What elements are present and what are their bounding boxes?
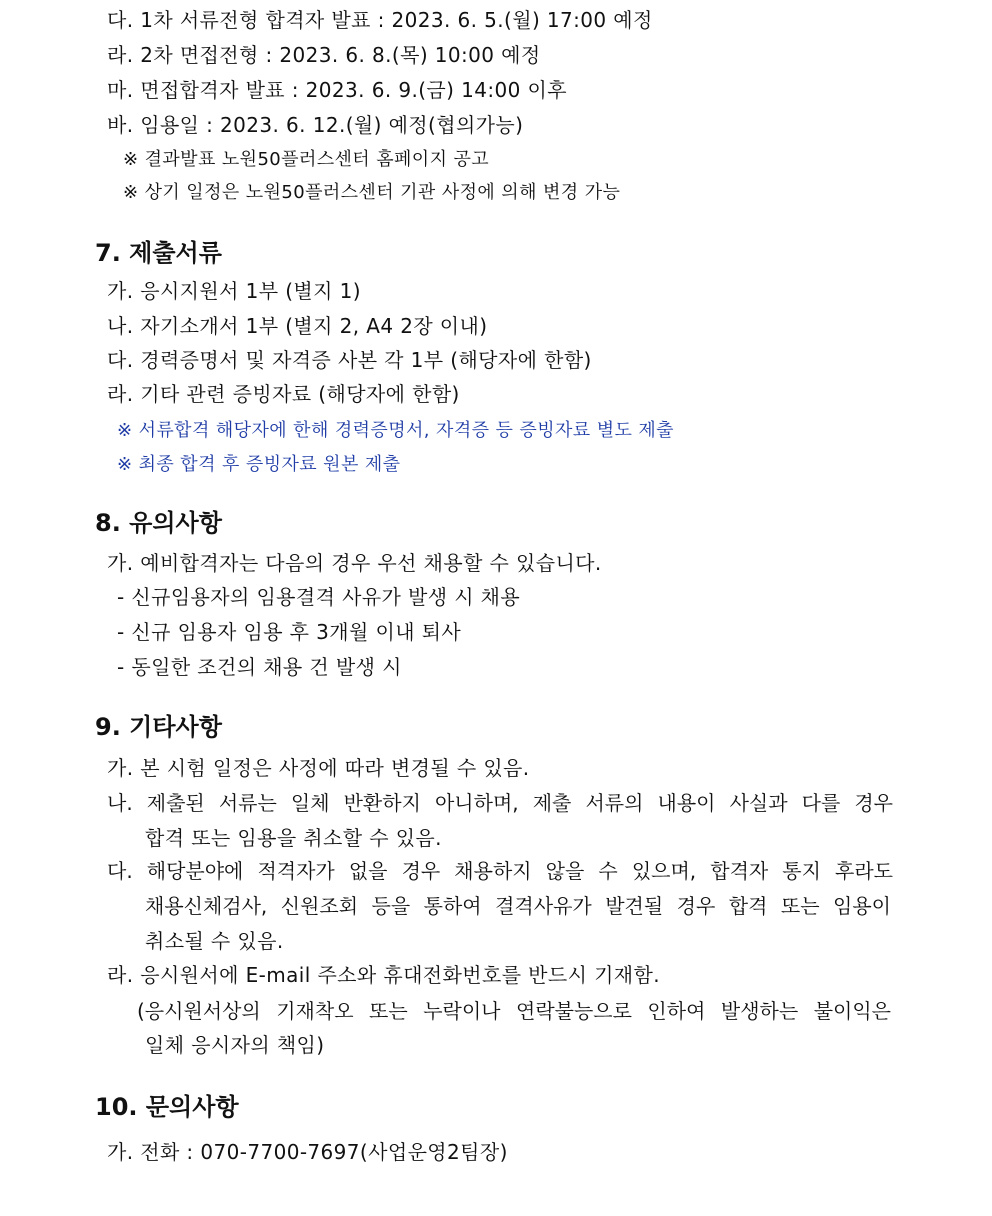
section-7-item-1: 가. 응시지원서 1부 (별지 1) [107,279,361,303]
section-9-title: 9. 기타사항 [95,713,222,741]
section-9-line-1: 가. 본 시험 일정은 사정에 따라 변경될 수 있음. [107,756,530,780]
section-7-item-4: 라. 기타 관련 증빙자료 (해당자에 한함) [107,382,460,406]
section-9-line-3: 합격 또는 임용을 취소할 수 있음. [145,826,442,850]
schedule-line-4: 바. 임용일 : 2023. 6. 12.(월) 예정(협의가능) [107,113,524,137]
section-7-item-3: 다. 경력증명서 및 자격증 사본 각 1부 (해당자에 한함) [107,348,592,372]
section-7-note-2: ※ 최종 합격 후 증빙자료 원본 제출 [117,454,401,475]
section-7-note-1: ※ 서류합격 해당자에 한해 경력증명서, 자격증 등 증빙자료 별도 제출 [117,420,674,441]
schedule-line-2: 라. 2차 면접전형 : 2023. 6. 8.(목) 10:00 예정 [107,43,541,67]
section-9-line-4: 다. 해당분야에 적격자가 없을 경우 채용하지 않을 수 있으며, 합격자 통지 후라도 [107,859,893,883]
section-7-item-2: 나. 자기소개서 1부 (별지 2, A4 2장 이내) [107,314,488,338]
section-9-line-9: 일체 응시자의 책임) [145,1033,325,1057]
schedule-note-1: ※ 결과발표 노원50플러스센터 홈페이지 공고 [123,149,490,170]
section-8-title: 8. 유의사항 [95,509,222,537]
section-8-intro: 가. 예비합격자는 다음의 경우 우선 채용할 수 있습니다. [107,551,602,575]
section-8-item-3: - 동일한 조건의 채용 건 발생 시 [117,655,402,679]
section-10-item-1: 가. 전화 : 070-7700-7697(사업운영2팀장) [107,1140,508,1164]
section-9-line-7: 라. 응시원서에 E-mail 주소와 휴대전화번호를 반드시 기재함. [107,963,661,987]
section-7-title: 7. 제출서류 [95,239,222,267]
section-9-line-5: 채용신체검사, 신원조회 등을 통하여 결격사유가 발견될 경우 합격 또는 임용이 [145,894,891,918]
section-8-item-1: - 신규임용자의 임용결격 사유가 발생 시 채용 [117,585,521,609]
section-9-line-8: (응시원서상의 기재착오 또는 누락이나 연락불능으로 인하여 발생하는 불이익은 [137,999,891,1023]
schedule-note-2: ※ 상기 일정은 노원50플러스센터 기관 사정에 의해 변경 가능 [123,182,621,203]
section-8-item-2: - 신규 임용자 임용 후 3개월 이내 퇴사 [117,620,462,644]
section-9-line-2: 나. 제출된 서류는 일체 반환하지 아니하며, 제출 서류의 내용이 사실과 다를 경우 [107,791,893,815]
schedule-line-1: 다. 1차 서류전형 합격자 발표 : 2023. 6. 5.(월) 17:00 예정 [107,8,653,32]
section-10-title: 10. 문의사항 [95,1093,239,1121]
section-9-line-6: 취소될 수 있음. [145,929,284,953]
schedule-line-3: 마. 면접합격자 발표 : 2023. 6. 9.(금) 14:00 이후 [107,78,567,102]
